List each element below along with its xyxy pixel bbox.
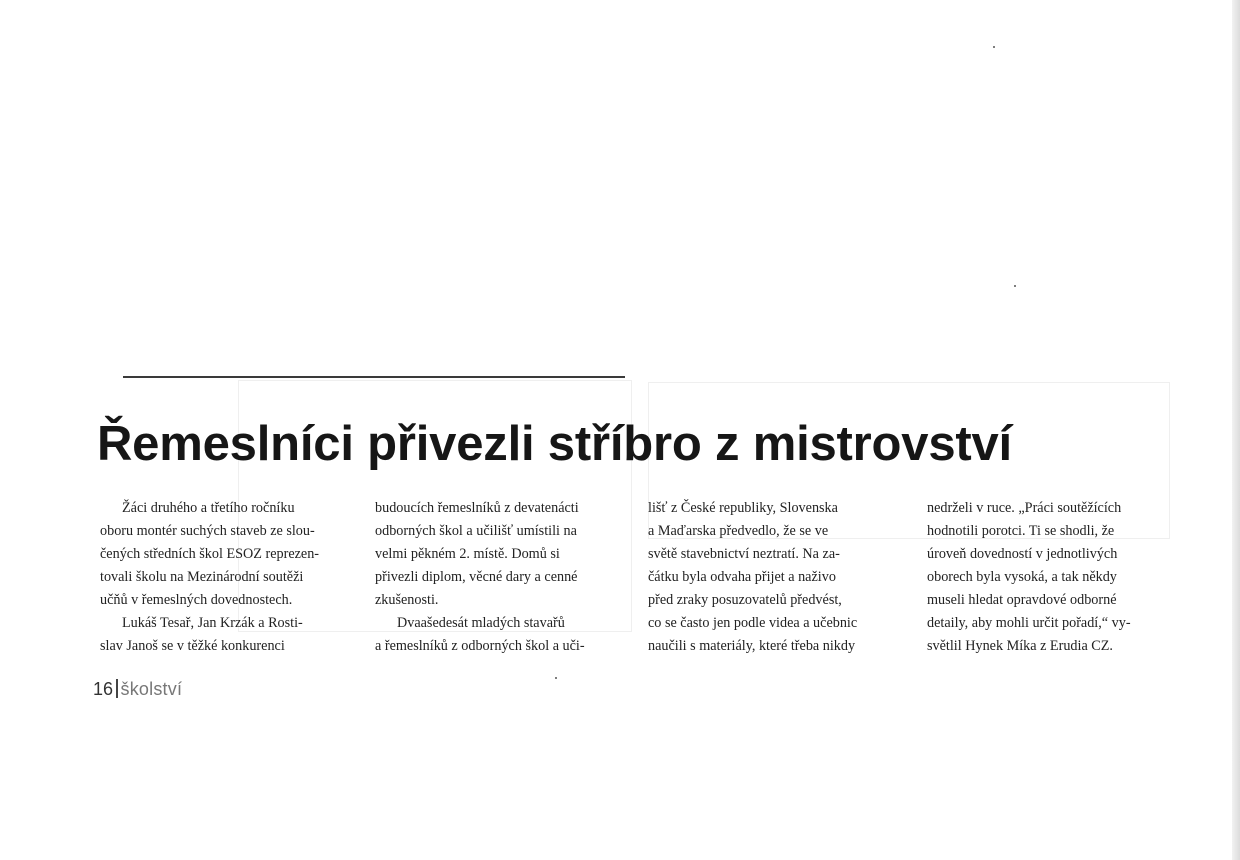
body-text-line: velmi pěkném 2. místě. Domů si — [375, 546, 560, 562]
body-text-line: detaily, aby mohli určit pořadí,“ vy- — [927, 615, 1131, 631]
body-text-line: co se často jen podle videa a učebnic — [648, 615, 858, 631]
section-name: školství — [120, 679, 183, 699]
article-column-1 — [100, 497, 340, 658]
body-text-line: přivezli diplom, věcné dary a cenné — [375, 569, 578, 585]
body-text-line: budoucích řemeslníků z devatenácti — [375, 500, 579, 516]
footer-separator — [116, 679, 118, 698]
body-text-line: odborných škol a učilišť umístili na — [375, 523, 577, 539]
body-text-line: Lukáš Tesař, Jan Krzák a Rosti- — [122, 615, 303, 631]
body-text-line: učňů v řemeslných dovednostech. — [100, 592, 293, 608]
body-text-line: slav Janoš se v těžké konkurenci — [100, 638, 285, 654]
page-number: 16 — [93, 679, 114, 699]
body-text-line: museli hledat opravdové odborné — [927, 592, 1117, 608]
header-rule — [123, 376, 625, 378]
body-text-line: zkušenosti. — [375, 592, 439, 608]
scan-speck — [1014, 285, 1016, 287]
body-text-line: Žáci druhého a třetího ročníku — [122, 500, 295, 516]
article-column-2 — [375, 497, 627, 658]
scan-speck — [555, 677, 557, 679]
body-text-line: světě stavebnictví neztratí. Na za- — [648, 546, 840, 562]
body-text-line: a Maďarska předvedlo, že se ve — [648, 523, 829, 539]
body-text-line: světlil Hynek Míka z Erudia CZ. — [927, 638, 1113, 654]
body-text-line: tovali školu na Mezinárodní soutěži — [100, 569, 304, 585]
page-footer — [93, 677, 182, 701]
body-text-line: čených středních škol ESOZ reprezen- — [100, 546, 320, 562]
article-column-4 — [927, 497, 1177, 658]
body-text-line: Dvaašedesát mladých stavařů — [397, 615, 565, 631]
body-text-line: oborech byla vysoká, a tak někdy — [927, 569, 1117, 585]
article-column-3 — [648, 497, 910, 658]
body-text-line: naučili s materiály, které třeba nikdy — [648, 638, 856, 654]
body-text-line: nedrželi v ruce. „Práci soutěžících — [927, 500, 1122, 516]
body-text-line: hodnotili porotci. Ti se shodli, že — [927, 523, 1115, 539]
body-text-line: oboru montér suchých staveb ze slou- — [100, 523, 315, 539]
body-text-line: čátku byla odvaha přijet a naživo — [648, 569, 836, 585]
scan-speck — [993, 46, 995, 48]
body-text-line: lišť z České republiky, Slovenska — [648, 500, 838, 516]
article-headline: Řemeslníci přivezli stříbro z mistrovství — [97, 417, 1012, 471]
body-text-line: a řemeslníků z odborných škol a uči- — [375, 638, 585, 654]
scan-edge-shadow — [1232, 0, 1240, 860]
body-text-line: úroveň dovedností v jednotlivých — [927, 546, 1118, 562]
body-text-line: před zraky posuzovatelů předvést, — [648, 592, 842, 608]
